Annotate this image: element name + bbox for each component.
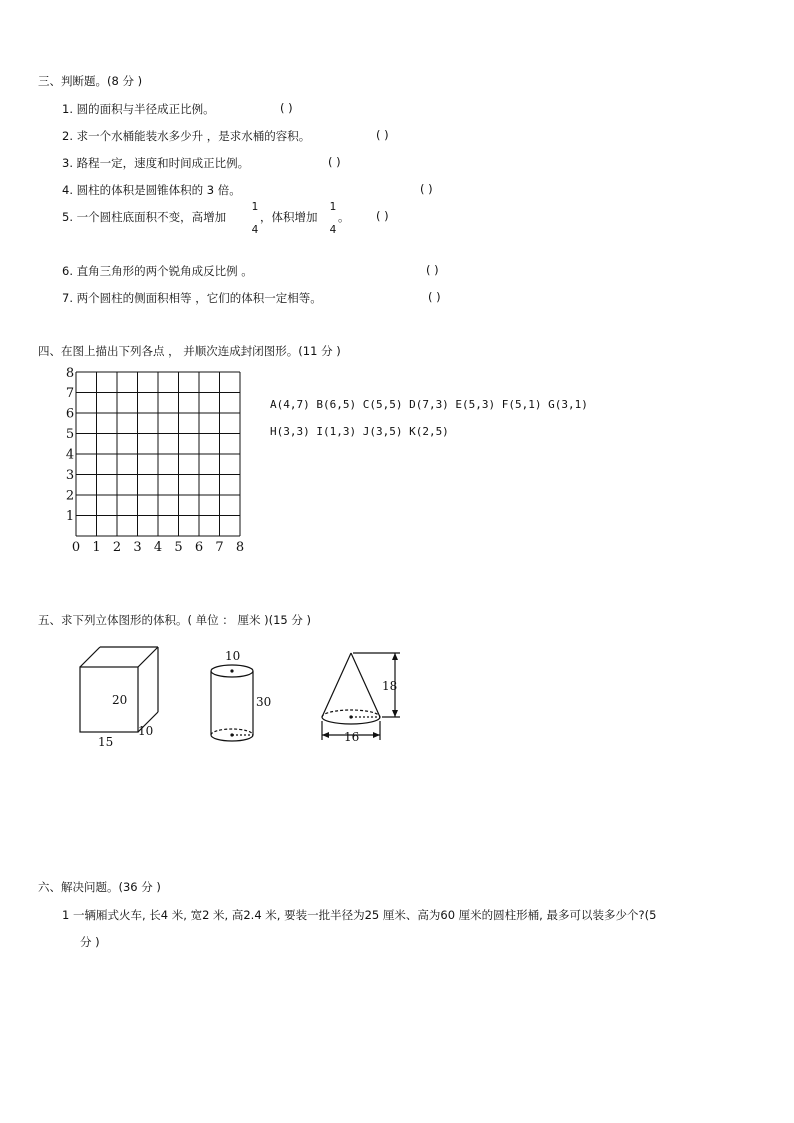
cone-height-label: 18 [382,679,398,693]
question-3: 3. 路程一定，速度和时间成正比例。 [62,156,250,170]
answer-paren-4[interactable]: ( ) [420,182,433,196]
y-label-7: 7 [65,386,75,401]
answer-paren-7[interactable]: ( ) [428,290,441,304]
x-label-4: 4 [153,540,163,555]
cone-diameter-label: 16 [344,730,360,744]
question-2: 2. 求一个水桶能装水多少升 ，是求水桶的容积。 [62,129,311,143]
coordinate-grid[interactable] [60,364,260,559]
question-5-part-b: ，体积增加 [260,210,318,224]
question-5-part-a: 5. 一个圆柱底面积不变，高增加 [62,210,227,224]
cone-figure [310,645,410,745]
x-label-8: 8 [235,540,245,555]
fraction-denominator: 4 [251,224,259,236]
question-6: 6. 直角三角形的两个锐角成反比例 。 [62,264,253,278]
fraction-numerator: 1 [329,201,337,213]
answer-paren-2[interactable]: ( ) [376,128,389,142]
x-label-2: 2 [112,540,122,555]
fraction-numerator: 1 [251,201,259,213]
cylinder-figure [200,645,280,750]
x-label-3: 3 [133,540,142,555]
x-label-7: 7 [215,540,224,555]
points-list-line-1: A(4,7) B(6,5) C(5,5) D(7,3) E(5,3) F(5,1) G(3,1) [270,398,588,411]
answer-paren-3[interactable]: ( ) [328,155,341,169]
cylinder-height-label: 30 [256,695,272,709]
answer-paren-5[interactable]: ( ) [376,209,389,223]
cuboid-depth-label: 10 [138,724,154,738]
x-label-6: 6 [194,540,204,555]
fraction-one-quarter-2 [328,202,338,236]
section5-title: 五、求下列立体图形的体积。( 单位 ： 厘米 )(15 分 ) [38,613,312,627]
y-label-6: 6 [65,406,75,422]
section3-title: 三、判断题。(8 分 ) [38,74,143,88]
y-label-1: 1 [65,509,75,524]
fraction-one-quarter-1 [250,202,260,236]
problem-1-line-2: 分 ) [80,935,100,949]
answer-paren-1[interactable]: ( ) [280,101,293,115]
section6-title: 六、解决问题。(36 分 ) [38,880,161,894]
section4-title: 四、在图上描出下列各点 ， 并顺次连成封闭图形。(11 分 ) [38,344,341,358]
cuboid-height-label: 20 [112,693,128,707]
answer-paren-6[interactable]: ( ) [426,263,439,277]
cylinder-diameter-label: 10 [225,649,241,663]
question-1: 1. 圆的面积与半径成正比例。 [62,102,215,116]
problem-1-line-1: 1 一辆厢式火车, 长4 米, 宽2 米, 高2.4 米, 要装一批半径为25 厘米、高为60 厘米的圆柱形桶, 最多可以装多少个?(5 [62,908,657,922]
y-label-2: 2 [65,488,75,504]
fraction-denominator: 4 [329,224,337,236]
x-label-5: 5 [174,540,183,555]
y-label-5: 5 [65,427,75,442]
y-label-3: 3 [65,468,75,483]
y-label-4: 4 [65,447,75,463]
question-5-part-c: 。 [338,210,350,224]
question-4: 4. 圆柱的体积是圆锥体积的 3 倍。 [62,183,241,197]
cuboid-width-label: 15 [98,735,114,749]
y-label-8: 8 [65,366,75,381]
grid-lines [76,372,240,536]
question-7: 7. 两个圆柱的侧面积相等 ，它们的体积一定相等。 [62,291,322,305]
x-label-1: 1 [92,540,101,555]
points-list-line-2: H(3,3) I(1,3) J(3,5) K(2,5) [270,425,449,438]
cuboid-figure [70,640,170,750]
x-label-0: 0 [71,540,81,555]
